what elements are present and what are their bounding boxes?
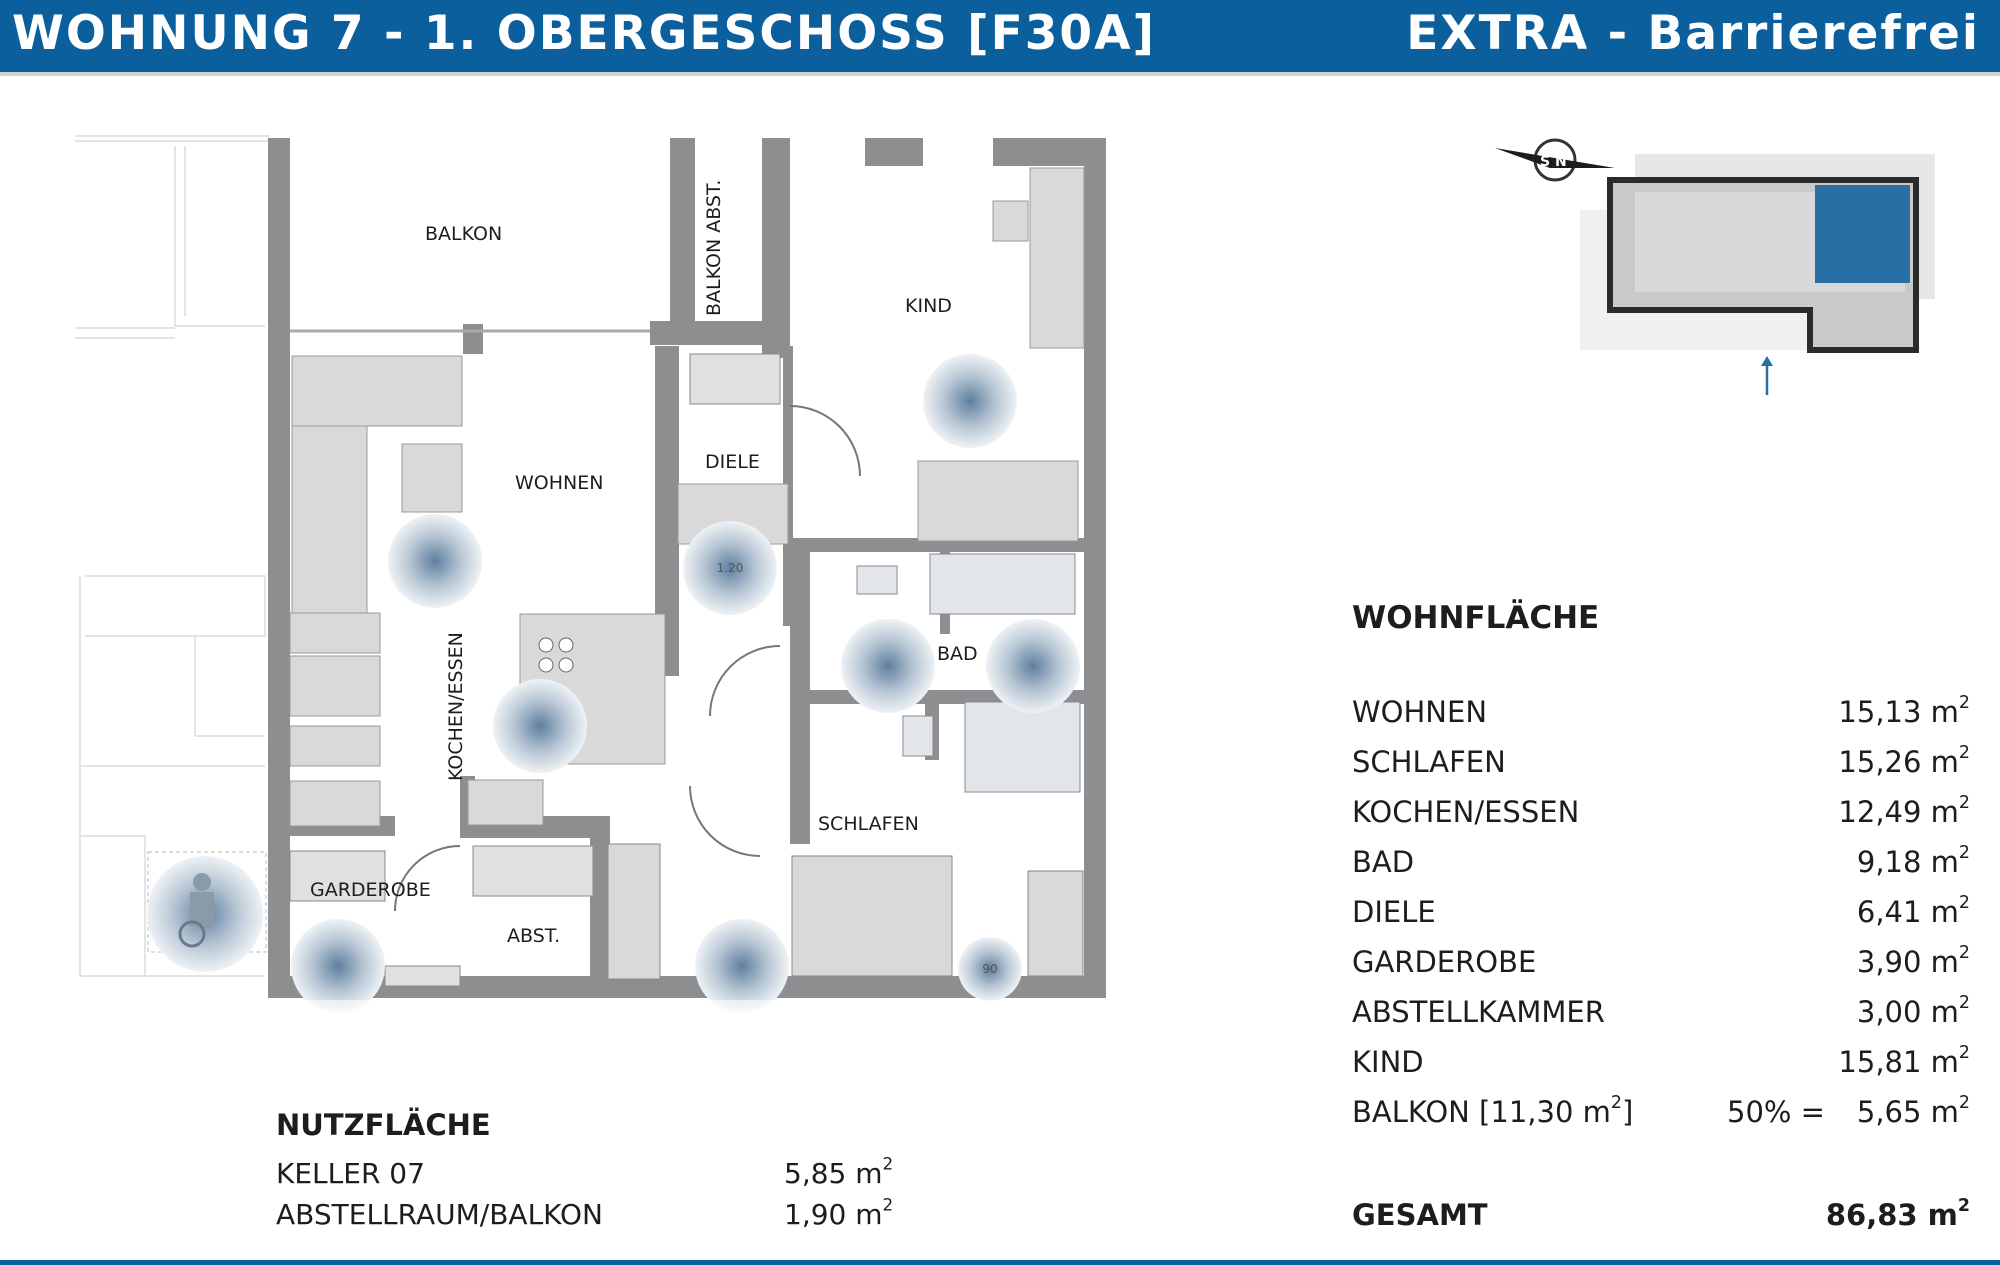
area-row bbox=[1352, 1045, 1970, 1095]
total-value: 86,83 $m^2$ bbox=[1825, 1196, 1970, 1232]
area-value: 12,49 $m^2$ bbox=[1838, 793, 1970, 829]
total-row bbox=[1352, 1198, 1970, 1238]
area-label: DIELE bbox=[1352, 895, 1436, 929]
compass-letters: S N bbox=[1540, 154, 1567, 170]
neighbour-outline bbox=[75, 136, 270, 976]
area-row bbox=[1352, 695, 1970, 745]
area-label: BAD bbox=[1352, 845, 1415, 879]
header-bar bbox=[0, 0, 2000, 76]
turning-circle-label-small: 90 bbox=[982, 962, 998, 976]
area-value: 15,81 $m^2$ bbox=[1838, 1043, 1970, 1079]
apartment-title: WOHNUNG 7 - 1. OBERGESCHOSS [F30A] bbox=[12, 6, 1156, 61]
area-label: KOCHEN/ESSEN bbox=[1352, 795, 1580, 829]
reflection-fade bbox=[260, 1000, 1120, 1076]
floor-plan bbox=[0, 76, 1130, 1076]
area-label: GARDEROBE bbox=[1352, 945, 1537, 979]
area-row bbox=[1352, 995, 1970, 1045]
area-value: 6,41 $m^2$ bbox=[1856, 893, 1970, 929]
wohnflaeche-title: WOHNFLÄCHE bbox=[1352, 600, 1600, 636]
area-row bbox=[1352, 795, 1970, 845]
room-label-kochen-essen: KOCHEN/ESSEN bbox=[445, 632, 467, 781]
area-value: 3,00 $m^2$ bbox=[1856, 993, 1970, 1029]
area-value: 15,26 $m^2$ bbox=[1838, 743, 1970, 779]
area-row bbox=[1352, 1095, 1970, 1145]
area-label: KIND bbox=[1352, 1045, 1424, 1079]
wheelchair-icon bbox=[147, 852, 266, 972]
room-label-diele: DIELE bbox=[705, 451, 760, 473]
room-label-wohnen: WOHNEN bbox=[515, 472, 604, 494]
room-label-schlafen: SCHLAFEN bbox=[818, 813, 919, 835]
area-label: BALKON [11,30 $m^2$] bbox=[1352, 1093, 1634, 1129]
area-label: SCHLAFEN bbox=[1352, 745, 1506, 779]
area-row bbox=[1352, 745, 1970, 795]
room-label-balkon-abst: BALKON ABST. bbox=[703, 179, 725, 316]
footer-rule bbox=[0, 1260, 2000, 1265]
nutzflaeche-row: KELLER 07 5,85 $m^2$ bbox=[276, 1153, 894, 1190]
room-label-kind: KIND bbox=[905, 295, 952, 317]
kitchen-furniture bbox=[290, 356, 665, 826]
nutzflaeche-title: NUTZFLÄCHE bbox=[276, 1108, 491, 1142]
nutzflaeche-row: ABSTELLRAUM/BALKON 1,90 $m^2$ bbox=[276, 1194, 894, 1231]
area-value: 3,90 $m^2$ bbox=[1856, 943, 1970, 979]
total-label: GESAMT bbox=[1352, 1198, 1488, 1232]
area-row bbox=[1352, 845, 1970, 895]
turning-circle-label: 1.20 bbox=[716, 561, 744, 575]
room-label-balkon: BALKON bbox=[425, 223, 503, 245]
area-value: 5,65 $m^2$ bbox=[1856, 1093, 1970, 1129]
room-label-bad: BAD bbox=[937, 643, 978, 665]
area-row bbox=[1352, 895, 1970, 945]
room-label-garderobe: GARDEROBE bbox=[310, 879, 431, 901]
location-minimap bbox=[1480, 110, 1950, 410]
area-label: ABSTELLKAMMER bbox=[1352, 995, 1605, 1029]
area-label: WOHNEN bbox=[1352, 695, 1488, 729]
area-row bbox=[1352, 945, 1970, 995]
compass-icon bbox=[1495, 140, 1615, 180]
area-percent: 50% = bbox=[1727, 1095, 1825, 1129]
area-value: 9,18 $m^2$ bbox=[1856, 843, 1970, 879]
apartment-location-highlight bbox=[1815, 185, 1910, 283]
area-value: 15,13 $m^2$ bbox=[1838, 693, 1970, 729]
apartment-subtitle: EXTRA - Barrierefrei bbox=[1406, 6, 1980, 61]
wohnflaeche-table bbox=[1352, 695, 1970, 1145]
room-label-abst: ABST. bbox=[507, 925, 561, 947]
